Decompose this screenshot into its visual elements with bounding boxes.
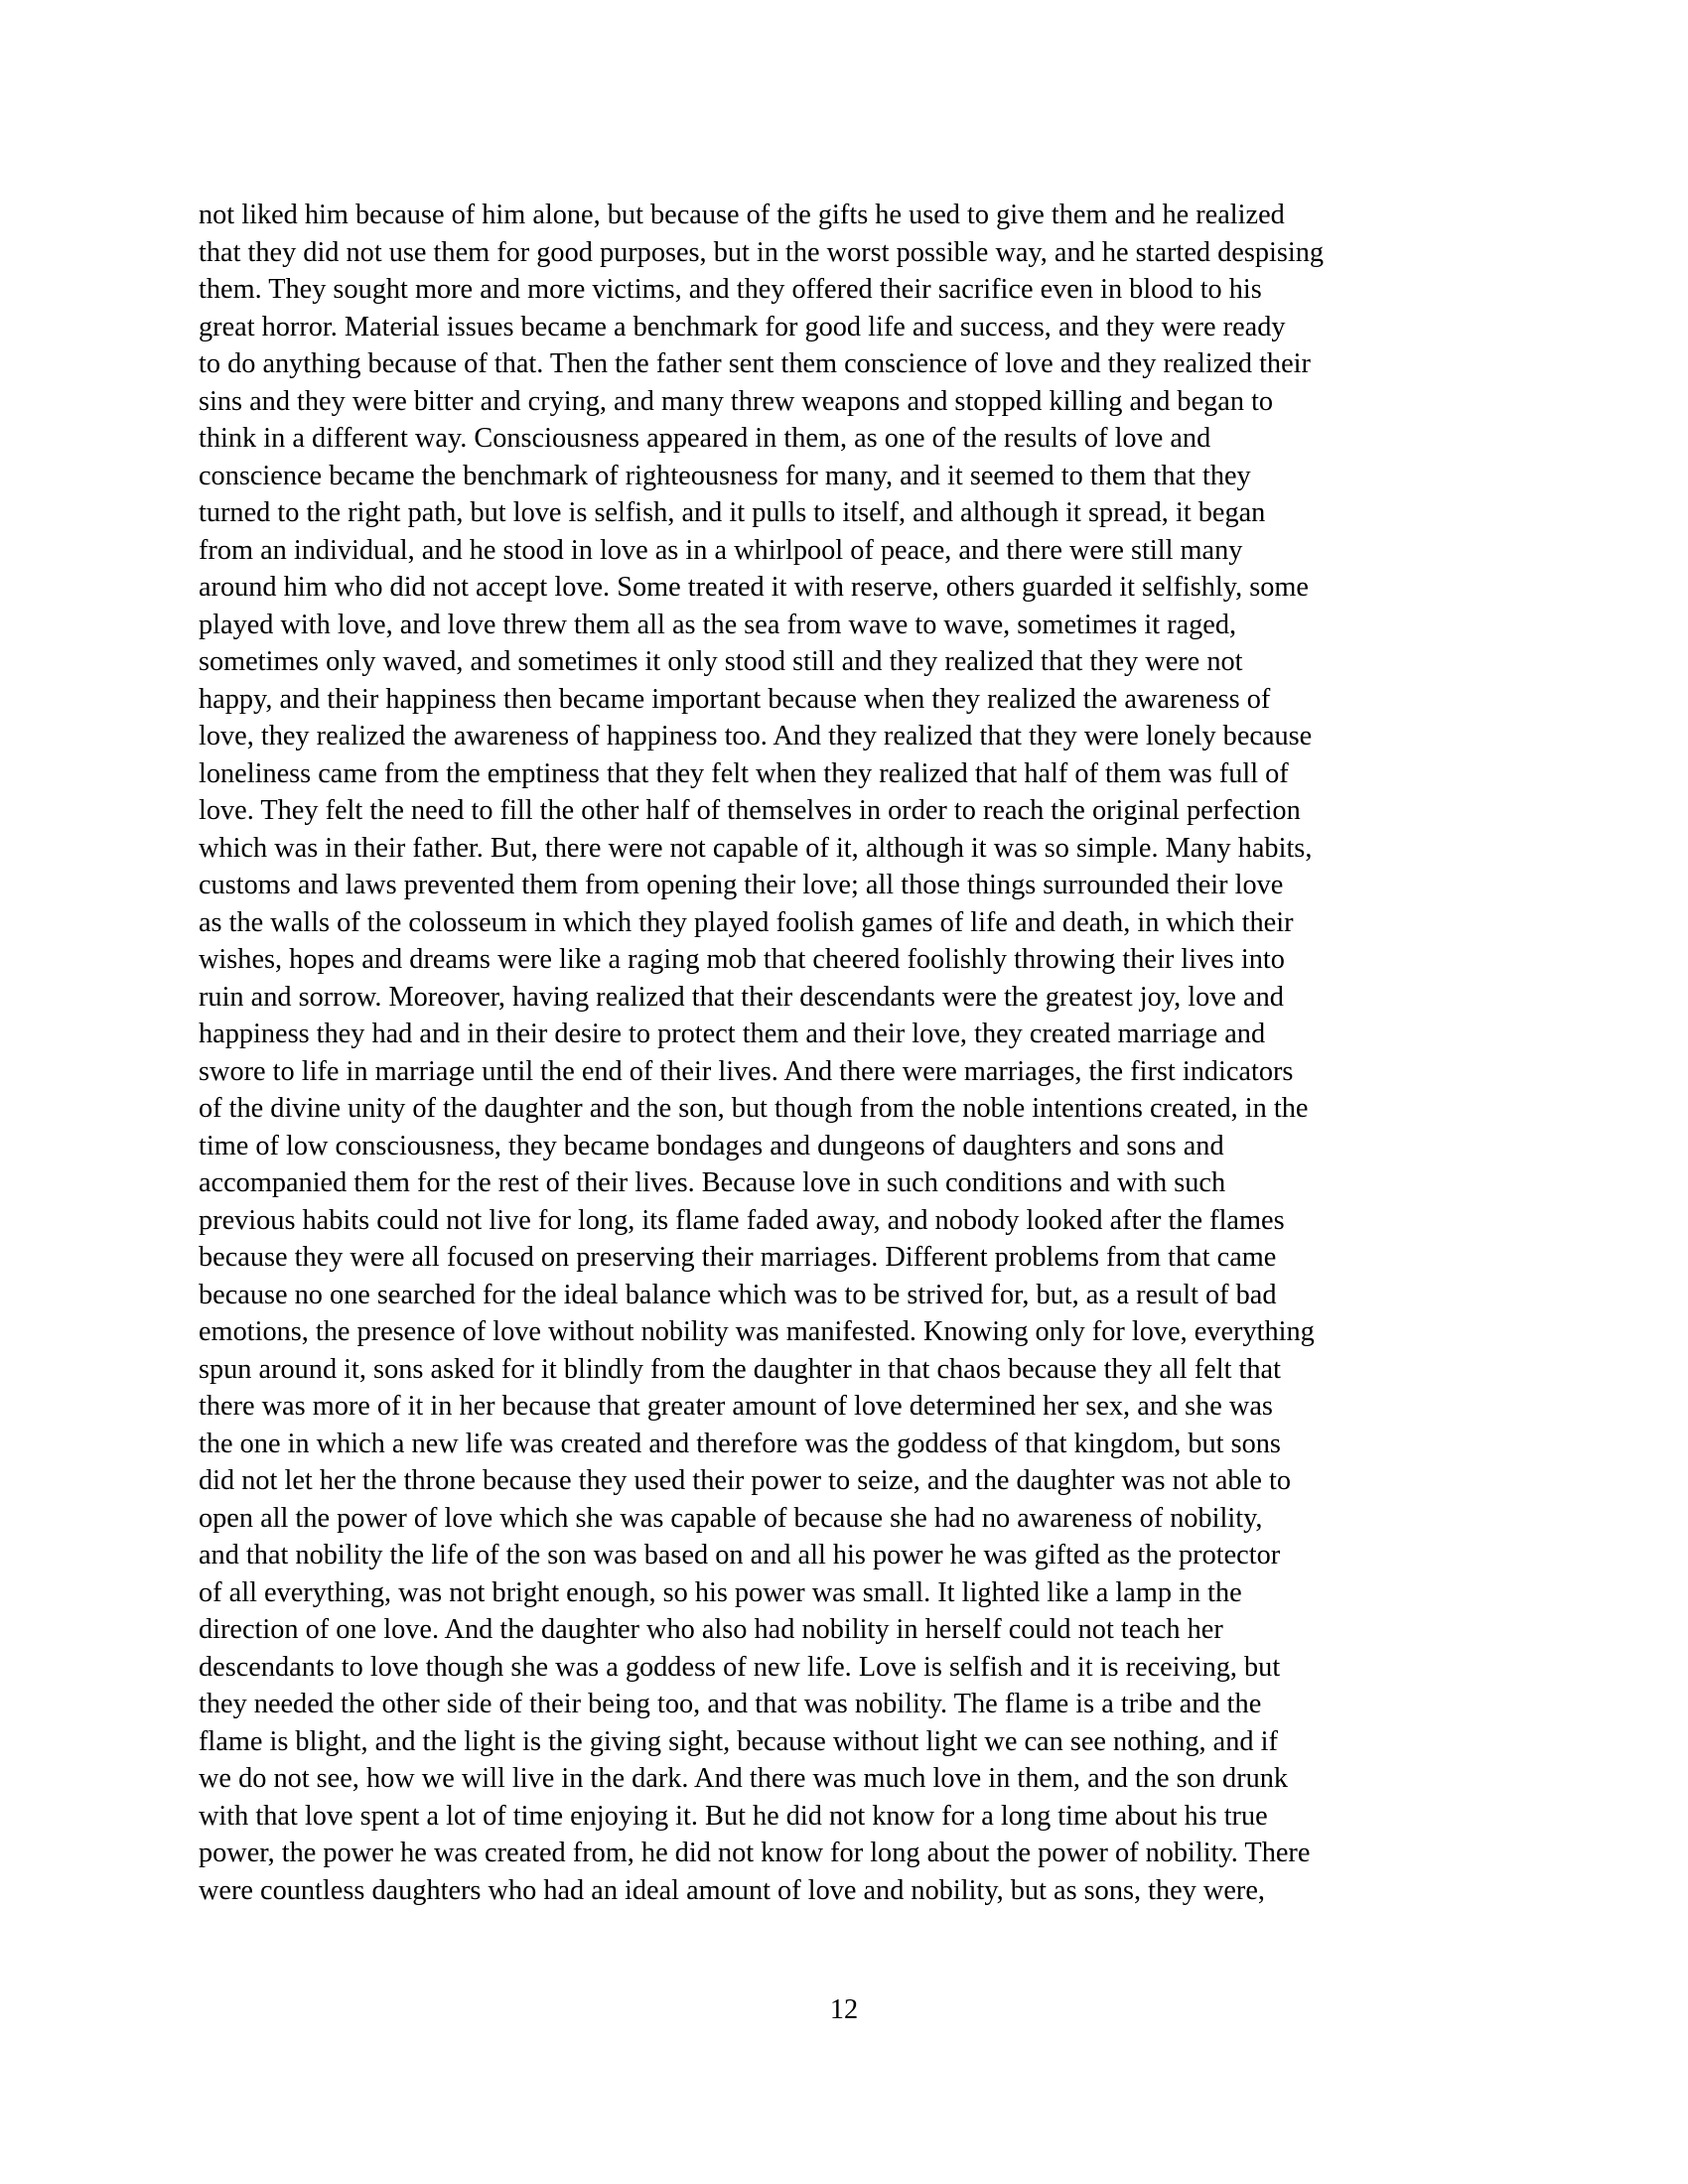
text-line: great horror. Material issues became a benchmark for good life and success, and they were ready — [199, 311, 1286, 342]
text-line: flame is blight, and the light is the giving sight, because without light we can see nothing, and if — [199, 1725, 1278, 1757]
text-line: previous habits could not live for long, its flame faded away, and nobody looked after the flames — [199, 1204, 1285, 1236]
text-line: because no one searched for the ideal balance which was to be strived for, but, as a result of bad — [199, 1279, 1277, 1310]
text-line: spun around it, sons asked for it blindly from the daughter in that chaos because they all felt that — [199, 1353, 1281, 1385]
text-line: happy, and their happiness then became important because when they realized the awareness of — [199, 683, 1271, 715]
text-line: customs and laws prevented them from opening their love; all those things surrounded their love — [199, 870, 1284, 900]
text-line: time of low consciousness, they became bondages and dungeons of daughters and sons and — [199, 1130, 1224, 1161]
text-line: from an individual, and he stood in love as in a whirlpool of peace, and there were still many — [199, 534, 1243, 566]
text-line: ruin and sorrow. Moreover, having realized that their descendants were the greatest joy, love and — [199, 981, 1284, 1013]
text-line: turned to the right path, but love is selfish, and it pulls to itself, and although it spread, it began — [199, 497, 1266, 528]
text-line: and that nobility the life of the son was based on and all his power he was gifted as the protector — [199, 1540, 1281, 1570]
text-line: the one in which a new life was created and therefore was the goddess of that kingdom, but sons — [199, 1428, 1281, 1459]
text-line: conscience became the benchmark of righteousness for many, and it seemed to them that they — [199, 460, 1251, 491]
text-line: love, they realized the awareness of happiness too. And they realized that they were lonely because — [199, 721, 1313, 751]
text-line: as the walls of the colosseum in which they played foolish games of life and death, in which their — [199, 906, 1294, 938]
text-line: descendants to love though she was a goddess of new life. Love is selfish and it is receiving, but — [199, 1651, 1281, 1683]
text-line: with that love spent a lot of time enjoying it. But he did not know for a long time about his true — [199, 1800, 1268, 1832]
text-line: love. They felt the need to fill the other half of themselves in order to reach the original perfection — [199, 795, 1301, 826]
text-line: swore to life in marriage until the end of their lives. And there were marriages, the first indicators — [199, 1055, 1294, 1087]
text-line: because they were all focused on preserving their marriages. Different problems from that came — [199, 1242, 1277, 1273]
text-line: loneliness came from the emptiness that they felt when they realized that half of them was full of — [199, 757, 1289, 789]
text-line: to do anything because of that. Then the father sent them conscience of love and they realized their — [199, 348, 1311, 379]
text-line: we do not see, how we will live in the dark. And there was much love in them, and the son drunk — [199, 1763, 1289, 1794]
text-line: did not let her the throne because they used their power to seize, and the daughter was not able to — [199, 1465, 1292, 1496]
text-line: of all everything, was not bright enough, so his power was small. It lighted like a lamp in the — [199, 1576, 1242, 1608]
text-line: sometimes only waved, and sometimes it only stood still and they realized that they were not — [199, 646, 1243, 677]
text-line: emotions, the presence of love without nobility was manifested. Knowing only for love, everything — [199, 1316, 1315, 1347]
text-line: played with love, and love threw them all as the sea from wave to wave, sometimes it raged, — [199, 609, 1237, 640]
text-line: accompanied them for the rest of their lives. Because love in such conditions and with such — [199, 1167, 1226, 1198]
text-line: of the divine unity of the daughter and the son, but though from the noble intentions created, in the — [199, 1093, 1309, 1124]
text-line: were countless daughters who had an ideal amount of love and nobility, but as sons, they were, — [199, 1874, 1265, 1906]
text-line: they needed the other side of their being too, and that was nobility. The flame is a tribe and the — [199, 1689, 1262, 1719]
text-line: power, the power he was created from, he did not know for long about the power of nobility. There — [199, 1838, 1311, 1868]
text-line: happiness they had and in their desire to protect them and their love, they created marriage and — [199, 1019, 1266, 1049]
text-line: around him who did not accept love. Some treated it with reserve, others guarded it selfishly, some — [199, 572, 1309, 603]
text-line: which was in their father. But, there were not capable of it, although it was so simple. Many habits, — [199, 832, 1313, 864]
text-line: wishes, hopes and dreams were like a raging mob that cheered foolishly throwing their lives into — [199, 944, 1285, 975]
text-line: that they did not use them for good purposes, but in the worst possible way, and he started despising — [199, 236, 1325, 268]
text-line: open all the power of love which she was capable of because she had no awareness of nobility, — [199, 1502, 1263, 1534]
page-number: 12 — [829, 1994, 859, 2025]
body-text — [199, 197, 1485, 1909]
text-line: direction of one love. And the daughter who also had nobility in herself could not teach her — [199, 1614, 1223, 1645]
text-line: them. They sought more and more victims, and they offered their sacrifice even in blood to his — [199, 274, 1262, 305]
text-line: there was more of it in her because that greater amount of love determined her sex, and she was — [199, 1391, 1273, 1422]
text-line: not liked him because of him alone, but because of the gifts he used to give them and he realized — [199, 200, 1285, 230]
text-line: think in a different way. Consciousness appeared in them, as one of the results of love and — [199, 423, 1211, 454]
text-line: sins and they were bitter and crying, and many threw weapons and stopped killing and began to — [199, 385, 1274, 417]
